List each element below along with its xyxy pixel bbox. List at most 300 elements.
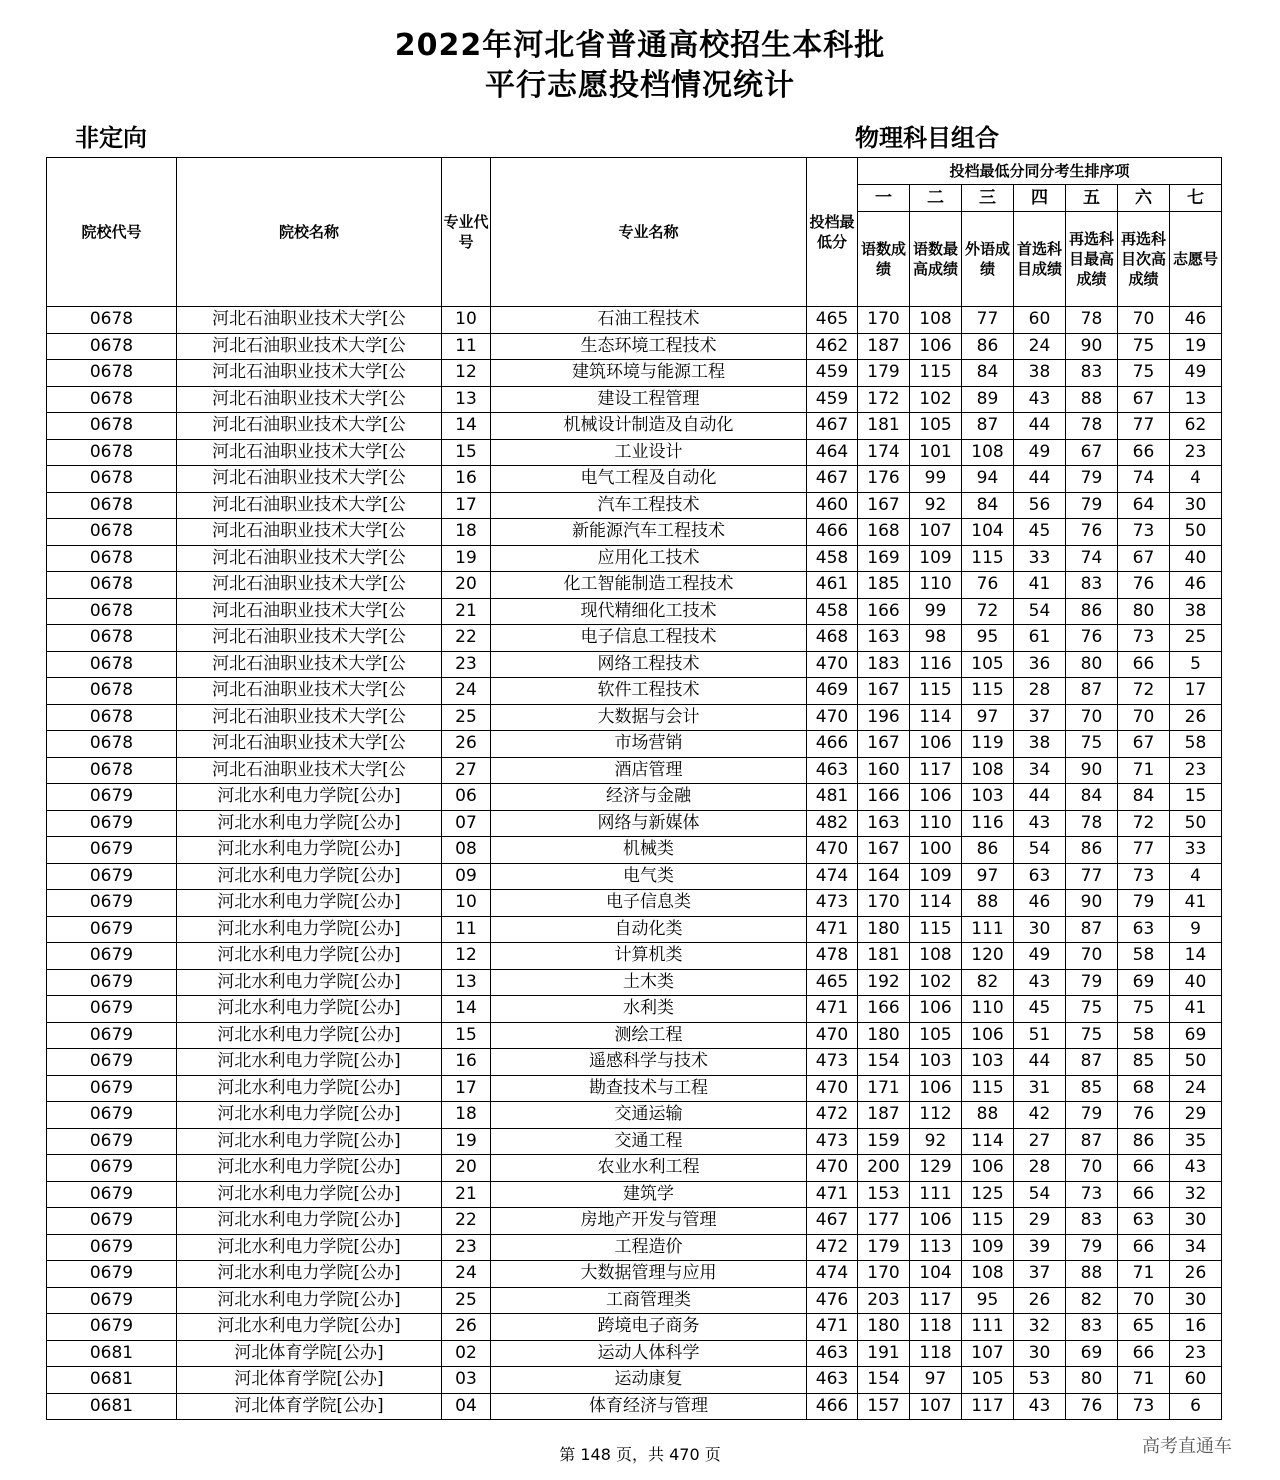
min-score-cell: 472 <box>807 1234 858 1261</box>
rank7-cell: 17 <box>1170 678 1222 705</box>
rank6-cell: 76 <box>1118 572 1170 599</box>
rank5-cell: 76 <box>1066 625 1118 652</box>
rank1-cell: 153 <box>858 1181 910 1208</box>
rank5-cell: 87 <box>1066 1128 1118 1155</box>
school-name-cell: 河北石油职业技术大学[公 <box>177 333 442 360</box>
rank7-cell: 46 <box>1170 572 1222 599</box>
major-code-cell: 22 <box>442 1208 491 1235</box>
school-name-cell: 河北体育学院[公办] <box>177 1393 442 1420</box>
school-code-cell: 0679 <box>47 1075 177 1102</box>
school-name-cell: 河北石油职业技术大学[公 <box>177 492 442 519</box>
rank5-cell: 76 <box>1066 1393 1118 1420</box>
major-name-cell: 汽车工程技术 <box>491 492 807 519</box>
rank4-cell: 34 <box>1014 757 1066 784</box>
rank7-cell: 19 <box>1170 333 1222 360</box>
rank3-cell: 82 <box>962 969 1014 996</box>
rank6-cell: 75 <box>1118 333 1170 360</box>
school-name-cell: 河北水利电力学院[公办] <box>177 916 442 943</box>
rank4-cell: 28 <box>1014 1155 1066 1182</box>
rank1-cell: 181 <box>858 413 910 440</box>
school-code-cell: 0679 <box>47 1314 177 1341</box>
min-score-cell: 467 <box>807 466 858 493</box>
school-code-cell: 0678 <box>47 413 177 440</box>
rank7-cell: 50 <box>1170 1049 1222 1076</box>
rank6-cell: 77 <box>1118 837 1170 864</box>
rank3-cell: 110 <box>962 996 1014 1023</box>
major-name-cell: 工商管理类 <box>491 1287 807 1314</box>
rank7-cell: 41 <box>1170 890 1222 917</box>
table-row <box>47 572 1222 599</box>
school-name-cell: 河北水利电力学院[公办] <box>177 1234 442 1261</box>
rank5-cell: 75 <box>1066 1022 1118 1049</box>
rank1-cell: 187 <box>858 333 910 360</box>
rank2-cell: 98 <box>910 625 962 652</box>
rank4-cell: 37 <box>1014 1261 1066 1288</box>
rank6-cell: 67 <box>1118 386 1170 413</box>
rank4-cell: 32 <box>1014 1314 1066 1341</box>
rank3-cell: 84 <box>962 492 1014 519</box>
major-code-cell: 08 <box>442 837 491 864</box>
rank3-cell: 125 <box>962 1181 1014 1208</box>
school-code-cell: 0678 <box>47 651 177 678</box>
school-name-cell: 河北石油职业技术大学[公 <box>177 757 442 784</box>
school-code-cell: 0678 <box>47 545 177 572</box>
rank6-cell: 66 <box>1118 651 1170 678</box>
table-row <box>47 1075 1222 1102</box>
rank2-cell: 103 <box>910 1049 962 1076</box>
rank2-cell: 129 <box>910 1155 962 1182</box>
rank5-cell: 76 <box>1066 519 1118 546</box>
rank3-cell: 88 <box>962 890 1014 917</box>
rank5-cell: 82 <box>1066 1287 1118 1314</box>
rank7-cell: 24 <box>1170 1075 1222 1102</box>
rank5-cell: 86 <box>1066 598 1118 625</box>
rank3-cell: 111 <box>962 916 1014 943</box>
header-rank-label: 再选科目最高成绩 <box>1066 212 1118 307</box>
min-score-cell: 476 <box>807 1287 858 1314</box>
rank1-cell: 177 <box>858 1208 910 1235</box>
table-row <box>47 333 1222 360</box>
rank6-cell: 66 <box>1118 1181 1170 1208</box>
rank6-cell: 67 <box>1118 545 1170 572</box>
school-name-cell: 河北水利电力学院[公办] <box>177 1208 442 1235</box>
rank4-cell: 44 <box>1014 784 1066 811</box>
rank5-cell: 73 <box>1066 1181 1118 1208</box>
table-row <box>47 1340 1222 1367</box>
rank6-cell: 74 <box>1118 466 1170 493</box>
header-rank-number: 五 <box>1066 185 1118 212</box>
rank7-cell: 26 <box>1170 704 1222 731</box>
rank6-cell: 65 <box>1118 1314 1170 1341</box>
school-code-cell: 0679 <box>47 784 177 811</box>
rank2-cell: 115 <box>910 678 962 705</box>
rank1-cell: 167 <box>858 492 910 519</box>
major-name-cell: 大数据与会计 <box>491 704 807 731</box>
rank4-cell: 38 <box>1014 360 1066 387</box>
table-row <box>47 969 1222 996</box>
header-rank-label: 志愿号 <box>1170 212 1222 307</box>
rank4-cell: 27 <box>1014 1128 1066 1155</box>
rank1-cell: 192 <box>858 969 910 996</box>
rank1-cell: 160 <box>858 757 910 784</box>
min-score-cell: 473 <box>807 890 858 917</box>
rank2-cell: 112 <box>910 1102 962 1129</box>
major-code-cell: 19 <box>442 545 491 572</box>
rank7-cell: 15 <box>1170 784 1222 811</box>
table-row <box>47 519 1222 546</box>
rank1-cell: 172 <box>858 386 910 413</box>
min-score-cell: 461 <box>807 572 858 599</box>
rank7-cell: 32 <box>1170 1181 1222 1208</box>
rank2-cell: 92 <box>910 1128 962 1155</box>
school-code-cell: 0679 <box>47 1287 177 1314</box>
table-row <box>47 1181 1222 1208</box>
page-footer: 第 148 页，共 470 页 <box>559 1445 721 1464</box>
admission-table <box>46 157 1222 1420</box>
min-score-cell: 467 <box>807 1208 858 1235</box>
major-name-cell: 运动康复 <box>491 1367 807 1394</box>
table-row <box>47 704 1222 731</box>
rank7-cell: 16 <box>1170 1314 1222 1341</box>
major-code-cell: 17 <box>442 1075 491 1102</box>
major-code-cell: 16 <box>442 466 491 493</box>
rank2-cell: 106 <box>910 1208 962 1235</box>
rank6-cell: 80 <box>1118 598 1170 625</box>
rank6-cell: 75 <box>1118 996 1170 1023</box>
rank4-cell: 54 <box>1014 1181 1066 1208</box>
table-row <box>47 678 1222 705</box>
table-row <box>47 943 1222 970</box>
rank3-cell: 106 <box>962 1022 1014 1049</box>
major-name-cell: 交通工程 <box>491 1128 807 1155</box>
school-code-cell: 0679 <box>47 837 177 864</box>
major-code-cell: 14 <box>442 413 491 440</box>
school-code-cell: 0679 <box>47 1234 177 1261</box>
rank6-cell: 86 <box>1118 1128 1170 1155</box>
major-code-cell: 23 <box>442 651 491 678</box>
rank5-cell: 67 <box>1066 439 1118 466</box>
rank7-cell: 23 <box>1170 439 1222 466</box>
rank2-cell: 110 <box>910 810 962 837</box>
school-code-cell: 0678 <box>47 678 177 705</box>
rank2-cell: 114 <box>910 704 962 731</box>
rank2-cell: 118 <box>910 1314 962 1341</box>
major-code-cell: 27 <box>442 757 491 784</box>
rank5-cell: 84 <box>1066 784 1118 811</box>
major-code-cell: 03 <box>442 1367 491 1394</box>
header-rank-label: 外语成绩 <box>962 212 1014 307</box>
rank6-cell: 71 <box>1118 757 1170 784</box>
school-code-cell: 0679 <box>47 916 177 943</box>
rank4-cell: 33 <box>1014 545 1066 572</box>
header-rank-number: 三 <box>962 185 1014 212</box>
major-code-cell: 20 <box>442 572 491 599</box>
rank6-cell: 73 <box>1118 863 1170 890</box>
table-row <box>47 466 1222 493</box>
major-code-cell: 18 <box>442 519 491 546</box>
min-score-cell: 463 <box>807 1367 858 1394</box>
rank5-cell: 87 <box>1066 916 1118 943</box>
school-name-cell: 河北水利电力学院[公办] <box>177 863 442 890</box>
rank5-cell: 70 <box>1066 704 1118 731</box>
rank5-cell: 80 <box>1066 1367 1118 1394</box>
school-code-cell: 0679 <box>47 863 177 890</box>
rank3-cell: 104 <box>962 519 1014 546</box>
rank6-cell: 75 <box>1118 360 1170 387</box>
rank2-cell: 99 <box>910 598 962 625</box>
rank5-cell: 74 <box>1066 545 1118 572</box>
rank2-cell: 117 <box>910 757 962 784</box>
school-code-cell: 0678 <box>47 360 177 387</box>
rank2-cell: 108 <box>910 307 962 334</box>
rank1-cell: 196 <box>858 704 910 731</box>
rank6-cell: 71 <box>1118 1261 1170 1288</box>
header-rank-number: 七 <box>1170 185 1222 212</box>
rank4-cell: 51 <box>1014 1022 1066 1049</box>
major-name-cell: 网络工程技术 <box>491 651 807 678</box>
rank3-cell: 106 <box>962 1155 1014 1182</box>
major-code-cell: 15 <box>442 439 491 466</box>
table-row <box>47 1128 1222 1155</box>
school-name-cell: 河北体育学院[公办] <box>177 1340 442 1367</box>
rank6-cell: 70 <box>1118 307 1170 334</box>
rank7-cell: 9 <box>1170 916 1222 943</box>
min-score-cell: 459 <box>807 360 858 387</box>
major-code-cell: 23 <box>442 1234 491 1261</box>
rank2-cell: 106 <box>910 784 962 811</box>
rank7-cell: 14 <box>1170 943 1222 970</box>
rank2-cell: 108 <box>910 943 962 970</box>
rank4-cell: 44 <box>1014 413 1066 440</box>
major-name-cell: 土木类 <box>491 969 807 996</box>
table-row <box>47 360 1222 387</box>
major-name-cell: 新能源汽车工程技术 <box>491 519 807 546</box>
school-name-cell: 河北石油职业技术大学[公 <box>177 731 442 758</box>
table-row <box>47 598 1222 625</box>
min-score-cell: 474 <box>807 1261 858 1288</box>
rank5-cell: 78 <box>1066 413 1118 440</box>
rank1-cell: 170 <box>858 307 910 334</box>
major-code-cell: 07 <box>442 810 491 837</box>
major-name-cell: 生态环境工程技术 <box>491 333 807 360</box>
rank5-cell: 88 <box>1066 1261 1118 1288</box>
rank2-cell: 118 <box>910 1340 962 1367</box>
header-rank-number: 一 <box>858 185 910 212</box>
rank3-cell: 72 <box>962 598 1014 625</box>
rank7-cell: 58 <box>1170 731 1222 758</box>
rank7-cell: 26 <box>1170 1261 1222 1288</box>
header-rank-number: 四 <box>1014 185 1066 212</box>
rank1-cell: 166 <box>858 784 910 811</box>
rank2-cell: 101 <box>910 439 962 466</box>
rank1-cell: 181 <box>858 943 910 970</box>
rank5-cell: 75 <box>1066 996 1118 1023</box>
rank2-cell: 99 <box>910 466 962 493</box>
school-code-cell: 0679 <box>47 890 177 917</box>
rank1-cell: 183 <box>858 651 910 678</box>
school-name-cell: 河北水利电力学院[公办] <box>177 837 442 864</box>
header-rank-number: 六 <box>1118 185 1170 212</box>
rank5-cell: 83 <box>1066 572 1118 599</box>
rank7-cell: 6 <box>1170 1393 1222 1420</box>
rank2-cell: 107 <box>910 1393 962 1420</box>
rank5-cell: 70 <box>1066 943 1118 970</box>
rank6-cell: 69 <box>1118 969 1170 996</box>
rank4-cell: 26 <box>1014 1287 1066 1314</box>
rank4-cell: 37 <box>1014 704 1066 731</box>
rank3-cell: 103 <box>962 784 1014 811</box>
min-score-cell: 470 <box>807 704 858 731</box>
major-code-cell: 11 <box>442 916 491 943</box>
school-name-cell: 河北水利电力学院[公办] <box>177 1261 442 1288</box>
rank5-cell: 78 <box>1066 810 1118 837</box>
rank7-cell: 43 <box>1170 1155 1222 1182</box>
rank4-cell: 36 <box>1014 651 1066 678</box>
rank3-cell: 117 <box>962 1393 1014 1420</box>
rank6-cell: 79 <box>1118 890 1170 917</box>
min-score-cell: 474 <box>807 863 858 890</box>
rank2-cell: 104 <box>910 1261 962 1288</box>
min-score-cell: 459 <box>807 386 858 413</box>
major-name-cell: 交通运输 <box>491 1102 807 1129</box>
rank3-cell: 115 <box>962 1075 1014 1102</box>
major-code-cell: 12 <box>442 943 491 970</box>
rank3-cell: 97 <box>962 863 1014 890</box>
rank2-cell: 105 <box>910 413 962 440</box>
school-code-cell: 0678 <box>47 333 177 360</box>
school-code-cell: 0678 <box>47 572 177 599</box>
rank2-cell: 114 <box>910 890 962 917</box>
school-code-cell: 0678 <box>47 492 177 519</box>
rank3-cell: 88 <box>962 1102 1014 1129</box>
header-rank-label: 语数最高成绩 <box>910 212 962 307</box>
rank4-cell: 49 <box>1014 943 1066 970</box>
rank5-cell: 88 <box>1066 386 1118 413</box>
min-score-cell: 458 <box>807 545 858 572</box>
rank7-cell: 5 <box>1170 651 1222 678</box>
school-code-cell: 0679 <box>47 1128 177 1155</box>
rank1-cell: 167 <box>858 837 910 864</box>
major-code-cell: 10 <box>442 890 491 917</box>
school-code-cell: 0678 <box>47 386 177 413</box>
rank7-cell: 29 <box>1170 1102 1222 1129</box>
rank5-cell: 79 <box>1066 492 1118 519</box>
school-name-cell: 河北石油职业技术大学[公 <box>177 413 442 440</box>
rank7-cell: 40 <box>1170 969 1222 996</box>
major-name-cell: 勘查技术与工程 <box>491 1075 807 1102</box>
rank5-cell: 80 <box>1066 651 1118 678</box>
table-row <box>47 1022 1222 1049</box>
rank1-cell: 163 <box>858 810 910 837</box>
rank3-cell: 84 <box>962 360 1014 387</box>
min-score-cell: 470 <box>807 1155 858 1182</box>
min-score-cell: 469 <box>807 678 858 705</box>
rank1-cell: 180 <box>858 916 910 943</box>
table-row <box>47 1393 1222 1420</box>
rank4-cell: 43 <box>1014 386 1066 413</box>
major-name-cell: 建筑环境与能源工程 <box>491 360 807 387</box>
min-score-cell: 465 <box>807 307 858 334</box>
school-name-cell: 河北水利电力学院[公办] <box>177 1022 442 1049</box>
rank1-cell: 176 <box>858 466 910 493</box>
min-score-cell: 462 <box>807 333 858 360</box>
min-score-cell: 458 <box>807 598 858 625</box>
rank3-cell: 108 <box>962 439 1014 466</box>
rank4-cell: 38 <box>1014 731 1066 758</box>
rank5-cell: 70 <box>1066 1155 1118 1182</box>
header-rank-number: 二 <box>910 185 962 212</box>
rank1-cell: 159 <box>858 1128 910 1155</box>
major-name-cell: 软件工程技术 <box>491 678 807 705</box>
rank1-cell: 191 <box>858 1340 910 1367</box>
rank7-cell: 35 <box>1170 1128 1222 1155</box>
major-code-cell: 21 <box>442 1181 491 1208</box>
rank2-cell: 106 <box>910 731 962 758</box>
school-code-cell: 0679 <box>47 1049 177 1076</box>
min-score-cell: 463 <box>807 1340 858 1367</box>
rank7-cell: 30 <box>1170 1208 1222 1235</box>
rank1-cell: 203 <box>858 1287 910 1314</box>
rank1-cell: 167 <box>858 731 910 758</box>
rank7-cell: 49 <box>1170 360 1222 387</box>
school-name-cell: 河北水利电力学院[公办] <box>177 784 442 811</box>
rank4-cell: 56 <box>1014 492 1066 519</box>
rank6-cell: 63 <box>1118 1208 1170 1235</box>
table-row <box>47 307 1222 334</box>
min-score-cell: 460 <box>807 492 858 519</box>
rank6-cell: 63 <box>1118 916 1170 943</box>
rank2-cell: 106 <box>910 996 962 1023</box>
min-score-cell: 463 <box>807 757 858 784</box>
header-tiebreak-group: 投档最低分同分考生排序项 <box>858 158 1222 185</box>
major-code-cell: 17 <box>442 492 491 519</box>
table-row <box>47 916 1222 943</box>
rank1-cell: 174 <box>858 439 910 466</box>
rank2-cell: 100 <box>910 837 962 864</box>
rank1-cell: 185 <box>858 572 910 599</box>
major-name-cell: 酒店管理 <box>491 757 807 784</box>
rank4-cell: 63 <box>1014 863 1066 890</box>
major-name-cell: 应用化工技术 <box>491 545 807 572</box>
major-code-cell: 06 <box>442 784 491 811</box>
major-code-cell: 18 <box>442 1102 491 1129</box>
rank6-cell: 68 <box>1118 1075 1170 1102</box>
rank7-cell: 69 <box>1170 1022 1222 1049</box>
school-code-cell: 0679 <box>47 1181 177 1208</box>
rank2-cell: 116 <box>910 651 962 678</box>
rank4-cell: 44 <box>1014 1049 1066 1076</box>
min-score-cell: 464 <box>807 439 858 466</box>
header-major-name: 专业名称 <box>491 158 807 307</box>
major-name-cell: 自动化类 <box>491 916 807 943</box>
school-code-cell: 0678 <box>47 704 177 731</box>
major-code-cell: 14 <box>442 996 491 1023</box>
rank3-cell: 95 <box>962 1287 1014 1314</box>
rank1-cell: 179 <box>858 360 910 387</box>
rank5-cell: 90 <box>1066 333 1118 360</box>
school-name-cell: 河北石油职业技术大学[公 <box>177 466 442 493</box>
major-name-cell: 工业设计 <box>491 439 807 466</box>
school-code-cell: 0678 <box>47 439 177 466</box>
table-row <box>47 784 1222 811</box>
rank3-cell: 116 <box>962 810 1014 837</box>
major-name-cell: 石油工程技术 <box>491 307 807 334</box>
min-score-cell: 466 <box>807 519 858 546</box>
table-row <box>47 492 1222 519</box>
rank3-cell: 94 <box>962 466 1014 493</box>
rank1-cell: 171 <box>858 1075 910 1102</box>
table-row <box>47 413 1222 440</box>
